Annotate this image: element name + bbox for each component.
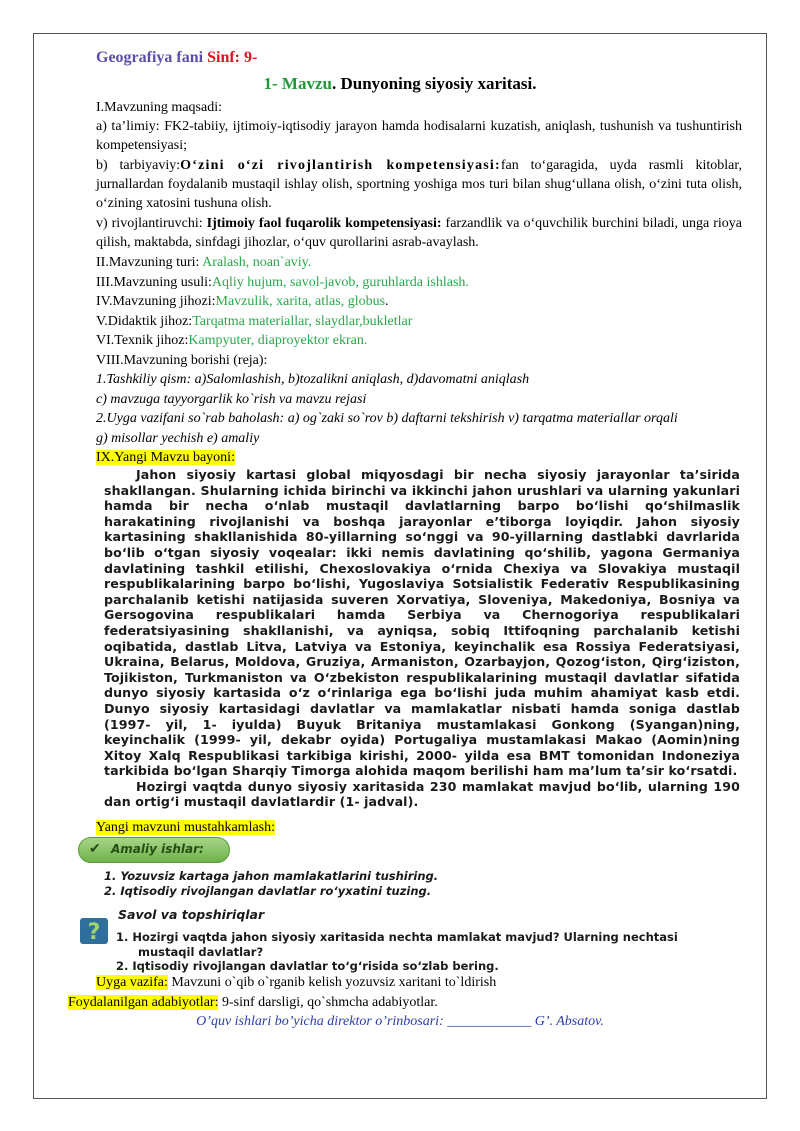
homework-label: Uyga vazifa: <box>96 975 168 990</box>
practical-badge-label: Amaliy ishlar: <box>111 842 204 856</box>
didactic-label: V.Didaktik jihoz: <box>96 314 193 329</box>
subject-header <box>96 48 742 67</box>
literature-label: Foydalanilgan adabiyotlar: <box>68 995 219 1010</box>
technical-value: Kampyuter, diaproyektor ekran. <box>188 333 368 348</box>
lesson-method-label: III.Mavzuning usuli: <box>96 275 212 290</box>
scan-paragraph-2: Hozirgi vaqtda dunyo siyosiy xaritasida 230 mamlakat mavjud bo‘lib, ularning 190 dan ortig‘i mustaqil davlatlardir (1- jadval). <box>104 778 740 810</box>
reinforce-label: Yangi mavzuni mustahkamlash: <box>96 820 276 835</box>
questions-title: Savol va topshiriqlar <box>118 907 265 922</box>
new-topic-label: IX.Yangi Mavzu bayoni: <box>96 450 235 465</box>
reinforce-line <box>96 818 742 837</box>
technical-label: VI.Texnik jihoz: <box>96 333 189 348</box>
subject-label: Geografiya fani <box>96 49 204 66</box>
aim-v-prefix: v) rivojlantiruvchi: <box>96 216 207 231</box>
lesson-equipment <box>96 292 742 311</box>
equipment-value: Mavzulik, xarita, atlas, globus <box>215 294 386 309</box>
practical-item-1: 1. Yozuvsiz kartaga jahon mamlakatlarini tushiring. <box>104 869 439 883</box>
aim-b-prefix: b) tarbiyaviy: <box>96 158 181 173</box>
homework-line <box>96 973 742 992</box>
technical-equipment <box>96 331 742 350</box>
question-mark-icon <box>78 914 112 946</box>
lesson-type <box>96 253 742 272</box>
plan-step-1c: c) mavzuga tayyorgarlik ko`rish va mavzu rejasi <box>96 392 367 407</box>
aim-b-text: fan to‘garagida, uyda rasmli kitoblar, jurnallardan foydalanib mustaqil ishlay olish, sportning yoshiga mos turi bilan shug‘ullana olish, o‘zini tuta olish, o‘zining xatosini tushuna olish. <box>96 158 742 211</box>
literature-text: 9-sinf darsligi, qo`shmcha adabiyotlar. <box>218 995 438 1010</box>
lesson-method <box>96 273 742 292</box>
practical-item-2: 2. Iqtisodiy rivojlangan davlatlar ro‘yxatini tuzing. <box>104 884 432 898</box>
svg-text:?: ? <box>87 920 101 945</box>
question-2: 2. Iqtisodiy rivojlangan davlatlar to‘g‘risida so‘zlab bering. <box>116 959 499 973</box>
topic-name: . Dunyoning siyosiy xaritasi. <box>331 74 537 93</box>
didactic-equipment <box>96 312 742 331</box>
lesson-method-value: Aqliy hujum, savol-javob, guruhlarda ishlash. <box>211 275 469 290</box>
plan-label: VIII.Mavzuning borishi (reja): <box>96 353 268 368</box>
lesson-type-label: II.Mavzuning turi: <box>96 255 200 270</box>
aim-b-competence: O‘zini o‘zi rivojlantirish kompetensiyasi: <box>180 158 501 173</box>
literature-line <box>68 993 714 1012</box>
plan-step-1: 1.Tashkiliy qism: a)Salomlashish, b)tozalikni aniqlash, d)davomatni aniqlash <box>96 372 530 387</box>
plan-step-2g: g) misollar yechish e) amaliy <box>96 431 260 446</box>
questions-list <box>116 930 696 974</box>
lesson-type-value: Aralash, noan`aviy. <box>199 255 312 270</box>
topic-title <box>0 74 800 93</box>
signature-line: O’quv ishlari bo’yicha direktor o’rinbosari: ____________ G’. Absatov. <box>196 1014 604 1029</box>
checkmark-icon: ✔ <box>89 842 101 857</box>
question-1: 1. Hozirgi vaqtda jahon siyosiy xaritasida nechta mamlakat mavjud? Ularning nechtasi mustaqil davlatlar? <box>116 930 678 959</box>
aim-a: a) ta’limiy: FK2-tabiiy, ijtimoiy-iqtisodiy jarayon hamda hodisalarni kuzatish, aniqlash, tushunish va tushuntirish kompetensiyasi; <box>96 119 742 153</box>
scanned-textbook-text <box>104 467 740 810</box>
plan-step-2: 2.Uyga vazifani so`rab baholash: a) og`zaki so`rov b) daftarni tekshirish v) tarqatma materiallar orqali <box>96 411 678 426</box>
didactic-value: Tarqatma materiallar, slaydlar,bukletlar <box>192 314 413 329</box>
new-topic-label-line <box>96 448 742 467</box>
homework-text: Mavzuni o`qib o`rganib kelish yozuvsiz xaritani to`ldirish <box>167 975 497 990</box>
practical-badge <box>78 837 230 863</box>
equipment-end: . <box>385 294 389 309</box>
topic-number: 1- Mavzu <box>263 74 332 93</box>
aim-v-text: farzandlik va o‘quvchilik burchini biladi, unga rioya qilish, maktabda, sinfdagi jihozlar, o‘quv qurollarini asrab-avaylash. <box>96 216 742 250</box>
aim-v-competence: Ijtimoiy faol fuqarolik kompetensiyasi: <box>206 216 442 231</box>
aims-label: I.Mavzuning maqsadi: <box>96 100 222 115</box>
scan-paragraph-1: Jahon siyosiy kartasi global miqyosdagi bir necha siyosiy jarayonlar ta’sirida shakllangan. Shularning ichida birinchi va ikkinchi jahon urushlari va ularning yakunlari hamda bir necha o‘nlab mustaqil davlatlarning barpo bo‘lishi qo‘shilmaslik harakatining rivojlanishi va boshqa jarayonlar e’tiborga loyiqdir. Jahon siyosiy kartasining shakllanishida 80-yillarning so‘nggi va 90-yillarning dastlabki davrlarida bo‘lib o‘tgan siyosiy voqealar: ikki nemis davlatining qo‘shilib, yagona Germaniya davlatining tashkil etilishi, Chexoslovakiya o‘rnida Chexiya va Slovakiya mustaqil respublikalarining barpo bo‘lishi, Yugoslaviya Sotsialistik Federativ Respublikasining parchalanib ketishi natijasida suveren Xorvatiya, Sloveniya, Makedoniya, Bosniya va Gersogovina respublikalari hamda Serbiya va Chernogoriya respublikalari federatsiyasining shakllanishi, va ayniqsa, sobiq Ittifoqning parchalanib ketishi oqibatida, dastlab Litva, Latviya va Estoniya, keyinchalik esa Rossiya Federatsiyasi, Ukraina, Belarus, Moldova, Gruziya, Armaniston, Ozarbayjon, Qozog‘iston, Qirg‘iziston, Tojikiston, Turkmaniston va O‘zbekiston respublikalarining mustaqil davlatlar sifatida dunyo siyosiy kartasida o‘z o‘rinlariga ega bo‘lishi juda muhim ahamiyat kasb etdi. Dunyo siyosiy kartasidagi davlatlar va mamlakatlar nisbati hamda soniga dastlab (1997- yil, 1- iyulda) Buyuk Britaniya mustamlakasi Gonkong (Syangan)ning, keyinchalik (1999- yil, dekabr oyida) Portugaliya mustamlakasi Makao (Aomin)ning Xitoy Xalq Respublikasi tarkibiga kirishi, 2000- yilda esa BMT tomonidan Indoneziya tarkibida bo‘lgan Sharqiy Timorga alohida maqom berilishi ham ma’lum ta’sir ko‘rsatdi. <box>104 467 740 779</box>
equipment-label: IV.Mavzuning jihozi: <box>96 294 216 309</box>
aim-v <box>96 214 742 252</box>
aim-b <box>96 156 742 213</box>
grade-label: Sinf: 9- <box>207 49 258 66</box>
